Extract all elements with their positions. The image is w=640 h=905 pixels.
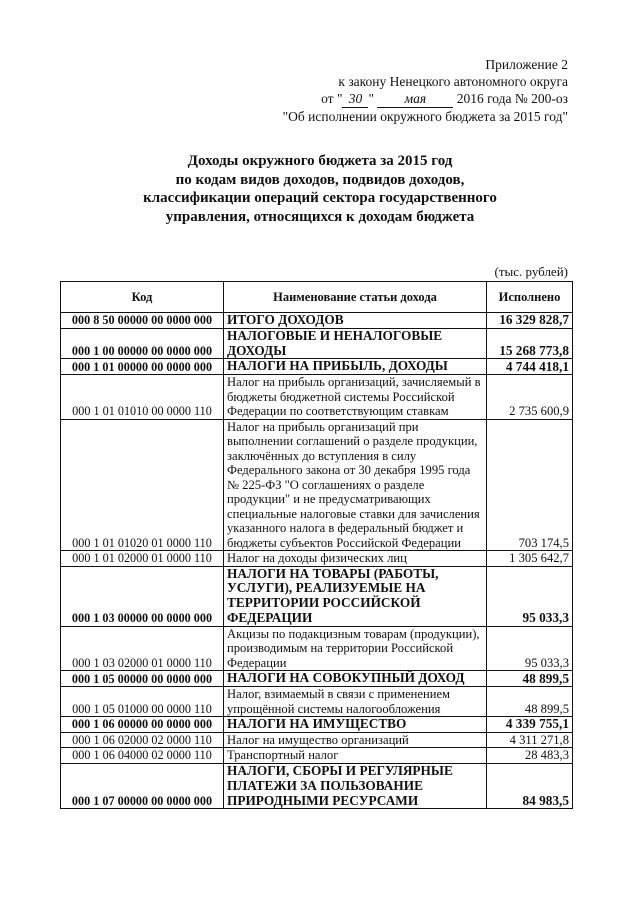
row-code: 000 1 06 02000 02 0000 110 xyxy=(61,732,224,748)
title-line-4: управления, относящихся к доходам бюджета xyxy=(165,208,475,225)
row-name: ИТОГО ДОХОДОВ xyxy=(224,313,487,329)
row-value: 4 311 271,8 xyxy=(487,732,573,748)
row-name: Транспортный налог xyxy=(224,748,487,764)
appendix-header xyxy=(238,56,568,125)
row-name: Налог, взимаемый в связи с применением упрощённой системы налогообложения xyxy=(224,687,487,717)
row-name: НАЛОГИ НА СОВОКУПНЫЙ ДОХОД xyxy=(224,671,487,687)
revenue-table xyxy=(60,281,573,809)
column-header-value: Исполнено xyxy=(487,282,573,313)
row-value: 1 305 642,7 xyxy=(487,551,573,567)
row-code: 000 1 07 00000 00 0000 000 xyxy=(61,763,224,808)
document-title xyxy=(60,152,580,226)
row-name: НАЛОГИ НА ИМУЩЕСТВО xyxy=(224,717,487,733)
row-value: 48 899,5 xyxy=(487,671,573,687)
row-value: 4 744 418,1 xyxy=(487,359,573,375)
table-row xyxy=(61,419,573,551)
handwritten-day: 30 xyxy=(342,90,368,108)
table-row xyxy=(61,748,573,764)
row-name: Акцизы по подакцизным товарам (продукции), производимым на территории Российской Федерации xyxy=(224,626,487,671)
table-row xyxy=(61,551,573,567)
law-reference: к закону Ненецкого автономного округа xyxy=(338,74,568,89)
row-name: НАЛОГИ НА ТОВАРЫ (РАБОТЫ, УСЛУГИ), РЕАЛИЗУЕМЫЕ НА ТЕРРИТОРИИ РОССИЙСКОЙ ФЕДЕРАЦИИ xyxy=(224,566,487,626)
law-title: "Об исполнении окружного бюджета за 2015 год" xyxy=(282,109,568,124)
table-row xyxy=(61,328,573,359)
row-code: 000 8 50 00000 00 0000 000 xyxy=(61,313,224,329)
date-prefix: от " xyxy=(321,91,343,106)
handwritten-month: мая xyxy=(377,90,453,108)
row-value: 15 268 773,8 xyxy=(487,328,573,359)
row-name: НАЛОГИ НА ПРИБЫЛЬ, ДОХОДЫ xyxy=(224,359,487,375)
row-value: 95 033,3 xyxy=(487,566,573,626)
row-code: 000 1 06 00000 00 0000 000 xyxy=(61,717,224,733)
table-row xyxy=(61,763,573,808)
table-row xyxy=(61,717,573,733)
row-value: 84 983,5 xyxy=(487,763,573,808)
row-name: НАЛОГИ, СБОРЫ И РЕГУЛЯРНЫЕ ПЛАТЕЖИ ЗА ПОЛЬЗОВАНИЕ ПРИРОДНЫМИ РЕСУРСАМИ xyxy=(224,763,487,808)
row-value: 28 483,3 xyxy=(487,748,573,764)
table-row xyxy=(61,313,573,329)
row-code: 000 1 03 00000 00 0000 000 xyxy=(61,566,224,626)
column-header-code: Код xyxy=(61,282,224,313)
row-name: НАЛОГОВЫЕ И НЕНАЛОГОВЫЕ ДОХОДЫ xyxy=(224,328,487,359)
row-value: 95 033,3 xyxy=(487,626,573,671)
row-code: 000 1 05 01000 00 0000 110 xyxy=(61,687,224,717)
appendix-number: Приложение 2 xyxy=(485,57,568,72)
law-date-line xyxy=(238,90,568,108)
column-header-name: Наименование статьи дохода xyxy=(224,282,487,313)
row-code: 000 1 03 02000 01 0000 110 xyxy=(61,626,224,671)
table-row xyxy=(61,566,573,626)
title-line-1: Доходы окружного бюджета за 2015 год xyxy=(187,153,453,169)
row-value: 16 329 828,7 xyxy=(487,313,573,329)
row-code: 000 1 01 00000 00 0000 000 xyxy=(61,359,224,375)
row-code: 000 1 00 00000 00 0000 000 xyxy=(61,328,224,359)
row-value: 703 174,5 xyxy=(487,419,573,551)
row-code: 000 1 01 01020 01 0000 110 xyxy=(61,419,224,551)
row-value: 2 735 600,9 xyxy=(487,375,573,420)
table-row xyxy=(61,375,573,420)
table-row xyxy=(61,626,573,671)
title-line-3: классификации операций сектора государственного xyxy=(143,190,497,206)
row-value: 48 899,5 xyxy=(487,687,573,717)
row-code: 000 1 01 02000 01 0000 110 xyxy=(61,551,224,567)
row-code: 000 1 01 01010 00 0000 110 xyxy=(61,375,224,420)
table-row xyxy=(61,671,573,687)
table-row xyxy=(61,732,573,748)
row-name: Налог на прибыль организаций, зачисляемый в бюджеты бюджетной системы Российской Федерации по соответствующим ставкам xyxy=(224,375,487,420)
table-row xyxy=(61,359,573,375)
title-line-2: по кодам видов доходов, подвидов доходов, xyxy=(175,171,465,188)
row-code: 000 1 06 04000 02 0000 110 xyxy=(61,748,224,764)
row-name: Налог на прибыль организаций при выполнении соглашений о разделе продукции, заключённых до вступления в силу Федерального закона от 30 декабря 1995 года № 225-ФЗ "О соглашениях о разделе продукции" и не предусматривающих специальные налоговые ставки для зачисления указанного налога в федеральный бюджет и бюджеты субъектов Российской Федерации xyxy=(224,419,487,551)
row-name: Налог на имущество организаций xyxy=(224,732,487,748)
table-header-row xyxy=(61,282,573,313)
row-name: Налог на доходы физических лиц xyxy=(224,551,487,567)
units-label: (тыс. рублей) xyxy=(494,264,568,279)
row-code: 000 1 05 00000 00 0000 000 xyxy=(61,671,224,687)
date-quote: " xyxy=(368,91,374,106)
date-suffix: 2016 года № 200-оз xyxy=(456,91,568,106)
table-row xyxy=(61,687,573,717)
row-value: 4 339 755,1 xyxy=(487,717,573,733)
